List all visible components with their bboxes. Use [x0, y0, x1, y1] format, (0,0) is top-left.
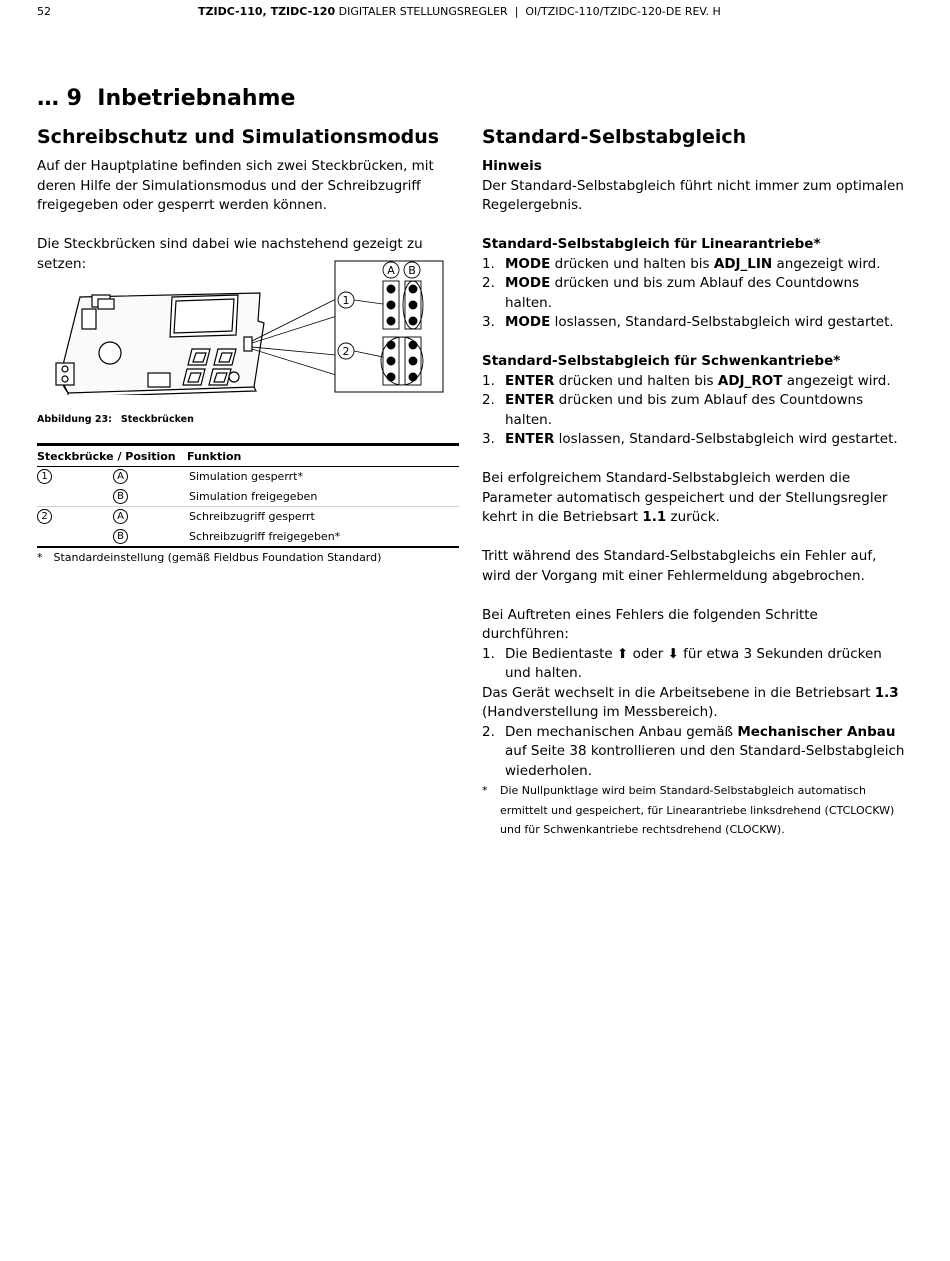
success-paragraph: Bei erfolgreichem Standard-Selbstabgleich werden die Parameter automatisch gespeichert und der Stellungsregler kehrt in die Betriebsart 1.1 zurück. [482, 470, 888, 525]
section-title-write-protection: Schreibschutz und Simulationsmodus [37, 126, 440, 148]
hint-label: Hinweis [482, 158, 542, 174]
list-item: 3. ENTER loslassen, Standard-Selbstabgleich wird gestartet. [482, 431, 898, 447]
leader-lines [252, 299, 340, 375]
table-row [37, 487, 459, 507]
list-item: 2. ENTER drücken und bis zum Ablauf des Countdowns halten. [482, 392, 868, 428]
bridge-number: 1 [37, 469, 52, 484]
list-item: 2. MODE drücken und bis zum Ablauf des Countdowns halten. [482, 275, 864, 311]
table-row [37, 527, 459, 547]
hint-text: Der Standard-Selbstabgleich führt nicht immer zum optimalen Regelergebnis. [482, 177, 904, 213]
linear-title: Standard-Selbstabgleich für Linearantriebe* [482, 236, 821, 252]
table-header-function: Funktion [187, 449, 242, 463]
running-header-product: TZIDC-110, TZIDC-120 [198, 5, 336, 18]
list-item: 2. Den mechanischen Anbau gemäß Mechanischer Anbau auf Seite 38 kontrollieren und den Standard-Selbstabgleich wiederholen. [482, 723, 909, 779]
intro-paragraph: Auf der Hauptplatine befinden sich zwei Steckbrücken, mit deren Hilfe der Simulationsmodus und der Schreibzugriff freigegeben oder gesperrt werden können. [37, 158, 434, 213]
figure-caption-label: Abbildung 23: [37, 414, 112, 425]
footnote-star: * [37, 551, 43, 564]
running-header [198, 5, 721, 18]
right-column-body [482, 157, 907, 840]
callout-1: 1 [342, 294, 350, 307]
table-header [37, 446, 459, 467]
jumper-figure [50, 259, 445, 395]
table-row [37, 506, 459, 527]
list-item: 1. ENTER drücken und halten bis ADJ_ROT angezeigt wird. [482, 372, 891, 389]
jumper-table [37, 443, 459, 548]
main-board-drawing [56, 293, 264, 395]
error-paragraph: Tritt während des Standard-Selbstabgleichs ein Fehler auf, wird der Vorgang mit einer Fehlermeldung abgebrochen. [482, 548, 877, 584]
figure-caption [37, 414, 194, 425]
position-marker: A [113, 469, 128, 484]
note-star: * [482, 784, 488, 797]
mode-change-paragraph: Das Gerät wechselt in die Arbeitsebene in die Betriebsart 1.3 (Handverstellung im Messbereich). [482, 684, 899, 720]
list-item: 3. MODE loslassen, Standard-Selbstabgleich wird gestartet. [482, 314, 894, 330]
rotary-steps [482, 372, 907, 450]
table-row [37, 467, 459, 487]
left-intro [37, 157, 462, 274]
list-item: 1. MODE drücken und halten bis ADJ_LIN angezeigt wird. [482, 255, 881, 272]
table-bottom-rule [37, 546, 459, 548]
position-marker: A [113, 509, 128, 524]
rotary-title: Standard-Selbstabgleich für Schwenkantriebe* [482, 353, 841, 369]
error-steps-continued [482, 723, 907, 782]
callout-2: 2 [342, 345, 350, 358]
position-marker: B [113, 489, 128, 504]
function-cell: Simulation gesperrt* [189, 470, 303, 484]
linear-steps [482, 255, 907, 333]
intro-paragraph-2: Die Steckbrücken sind dabei wie nachstehend gezeigt zu setzen: [37, 236, 423, 272]
note-text: Die Nullpunktlage wird beim Standard-Selbstabgleich automatisch ermittelt und gespeichert, für Linearantriebe linksdrehend (CTCLOCKW) und für Schwenkantriebe rechtsdrehend (CLOCKW). [500, 784, 895, 836]
function-cell: Schreibzugriff gesperrt [189, 510, 315, 524]
table-header-bridge: Steckbrücke / Position [37, 449, 176, 463]
running-header-doc: DIGITALER STELLUNGSREGLER | OI/TZIDC-110/TZIDC-120-DE REV. H [335, 5, 721, 18]
position-label-b: B [408, 264, 416, 277]
chapter-title: … 9 Inbetriebnahme [37, 86, 296, 111]
function-cell: Schreibzugriff freigegeben* [189, 529, 341, 543]
function-cell: Simulation freigegeben [189, 489, 318, 503]
arrow-up-icon: ⬆ [616, 645, 629, 662]
page-number: 52 [37, 5, 51, 18]
position-marker: B [113, 529, 128, 544]
position-label-a: A [387, 264, 395, 277]
error-steps-intro: Bei Auftreten eines Fehlers die folgenden Schritte durchführen: [482, 606, 818, 642]
footnote-text: Standardeinstellung (gemäß Fieldbus Foundation Standard) [53, 551, 382, 564]
calibration-note [482, 781, 907, 840]
section-title-self-calibration: Standard-Selbstabgleich [482, 126, 747, 148]
table-footnote [37, 551, 381, 564]
bridge-number: 2 [37, 509, 52, 524]
arrow-down-icon: ⬇ [667, 645, 679, 662]
list-item: 1. Die Bedientaste ⬆ oder ⬇ für etwa 3 Sekunden drücken und halten. [482, 645, 887, 681]
figure-caption-text: Steckbrücken [120, 414, 194, 425]
error-steps [482, 645, 907, 684]
